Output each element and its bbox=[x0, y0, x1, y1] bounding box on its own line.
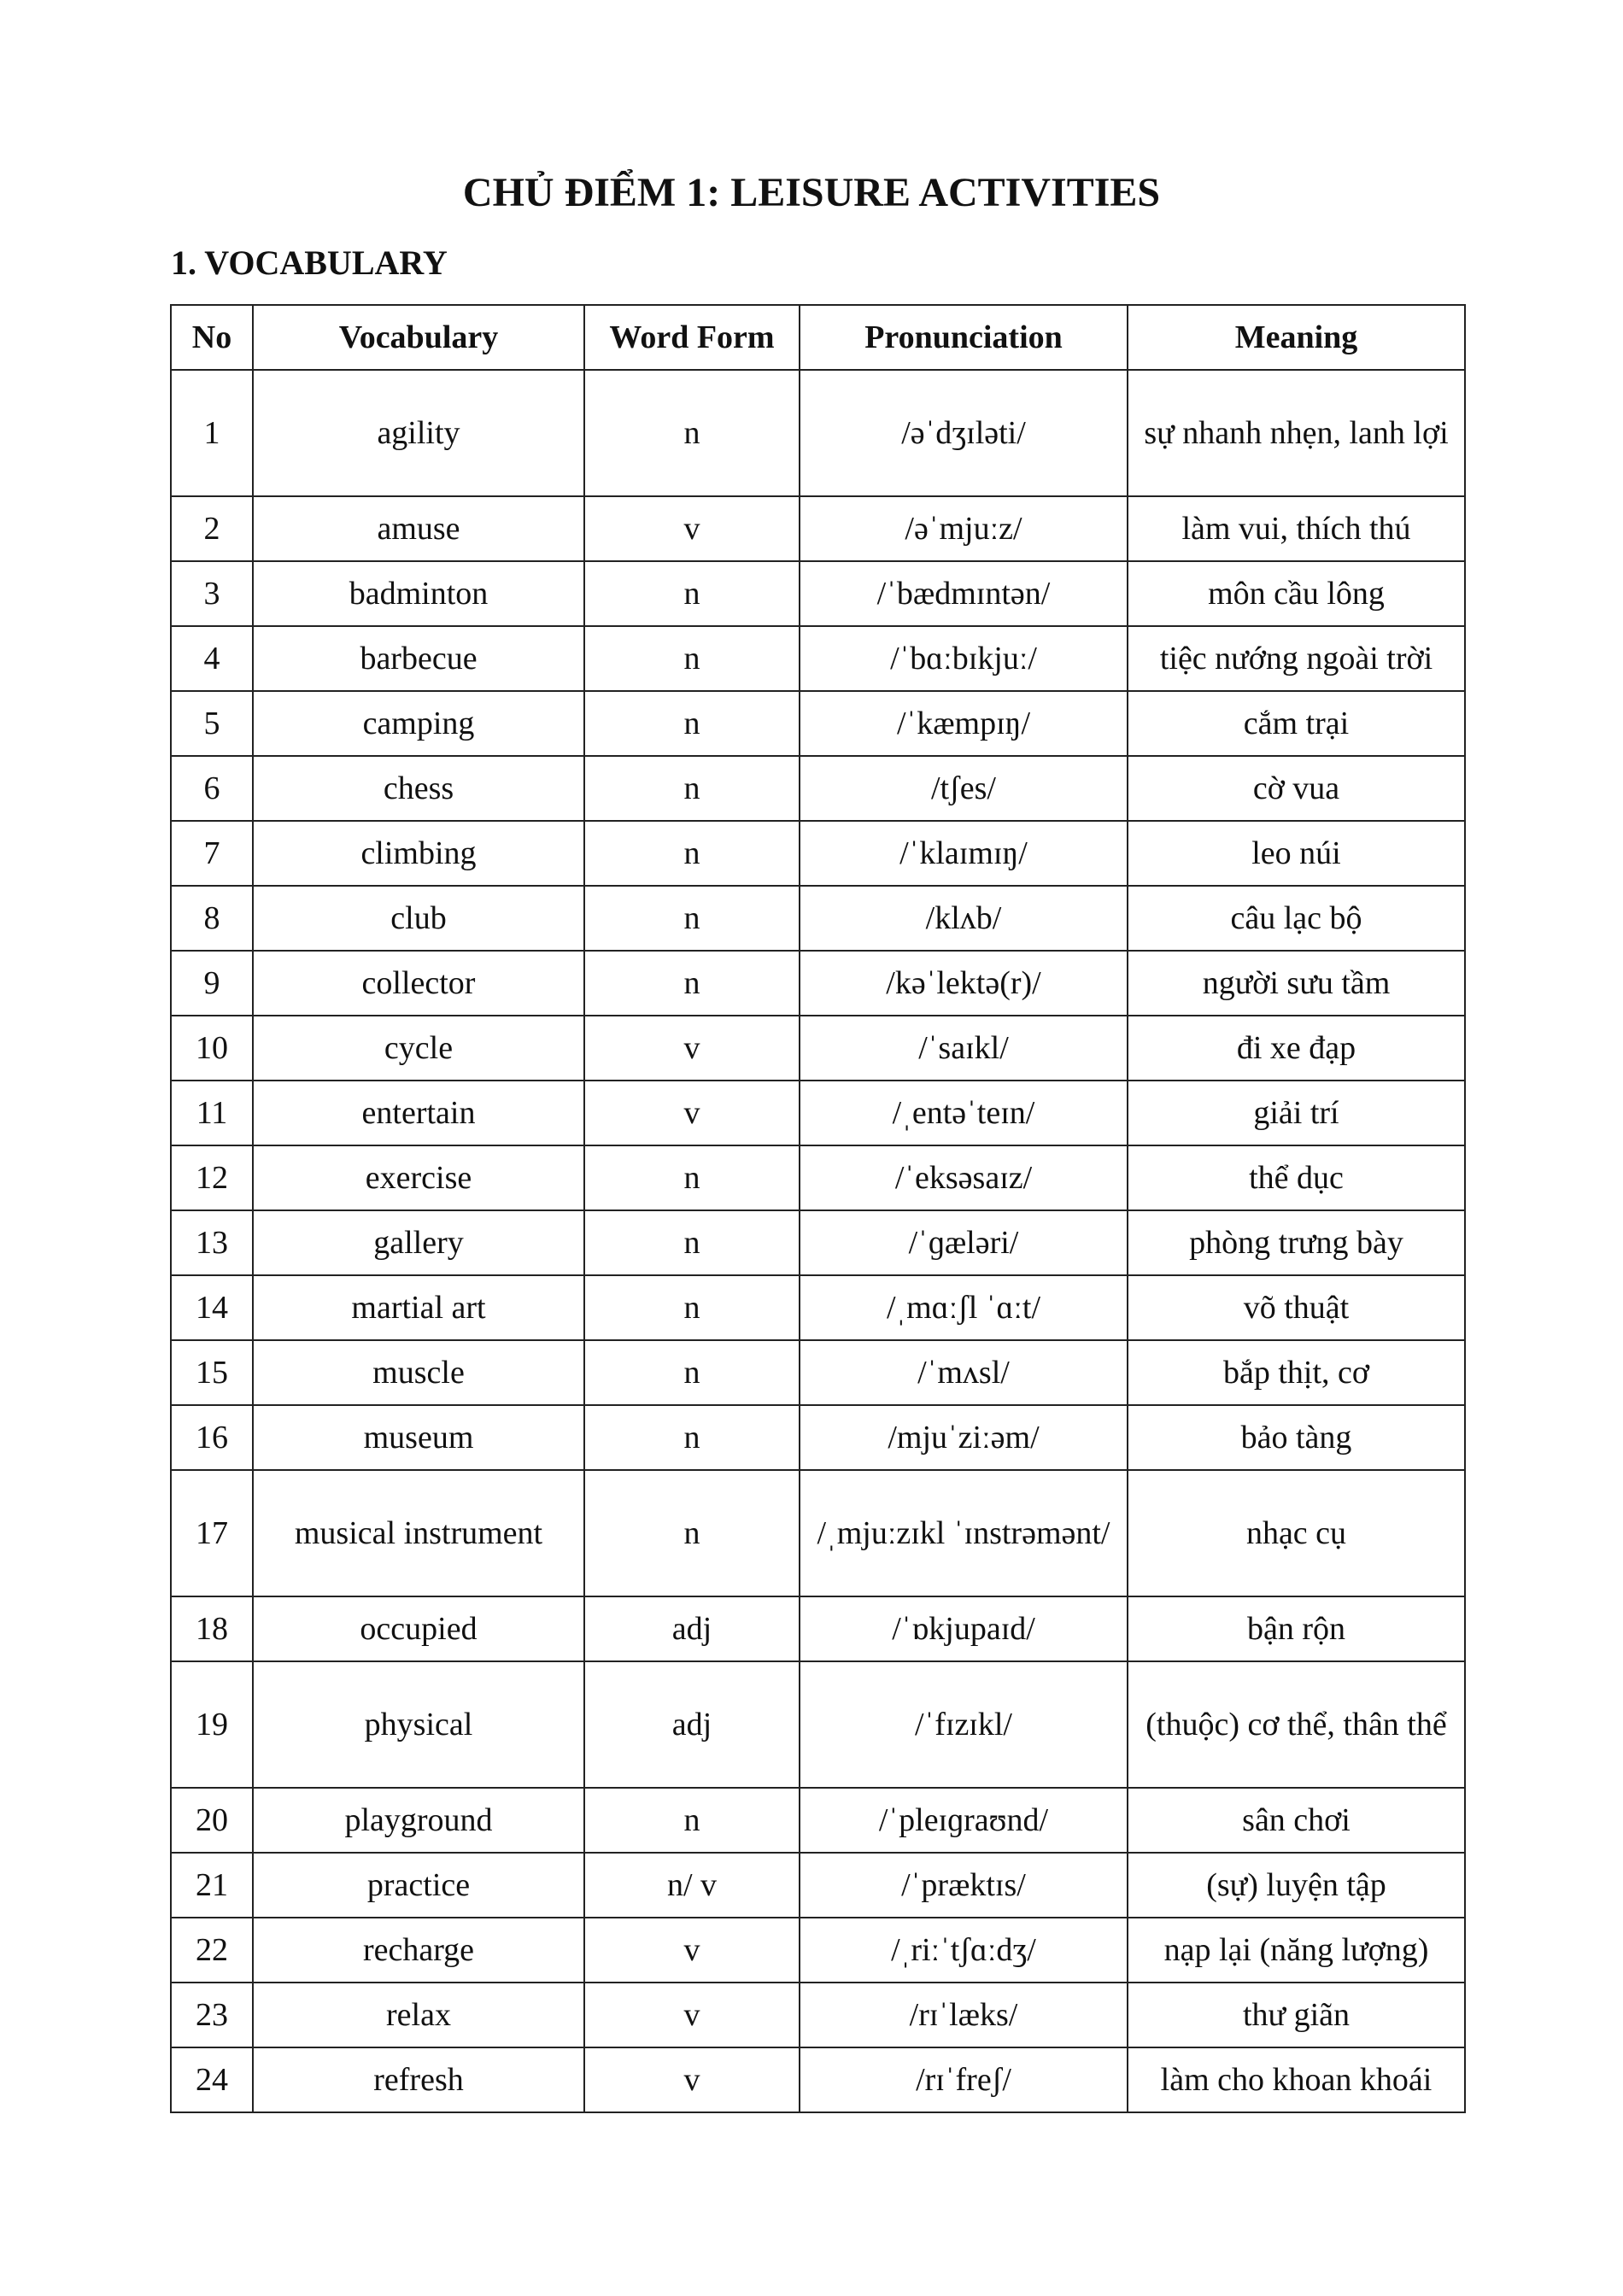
cell-word-form: n/ v bbox=[584, 1853, 800, 1918]
cell-word-form: v bbox=[584, 1983, 800, 2047]
table-row bbox=[171, 496, 1465, 561]
cell-no: 10 bbox=[171, 1016, 253, 1081]
cell-no: 9 bbox=[171, 951, 253, 1016]
cell-pronunciation: /əˈdʒɪləti/ bbox=[800, 370, 1128, 496]
cell-vocabulary: camping bbox=[253, 691, 584, 756]
cell-pronunciation: /tʃes/ bbox=[800, 756, 1128, 821]
cell-pronunciation: /kəˈlektə(r)/ bbox=[800, 951, 1128, 1016]
cell-pronunciation: /ˌmjuːzɪkl ˈɪnstrəmənt/ bbox=[800, 1470, 1128, 1596]
cell-no: 22 bbox=[171, 1918, 253, 1983]
cell-vocabulary: musical instrument bbox=[253, 1470, 584, 1596]
table-row bbox=[171, 1661, 1465, 1788]
table-row bbox=[171, 1210, 1465, 1275]
table-row bbox=[171, 1788, 1465, 1853]
cell-meaning: cờ vua bbox=[1128, 756, 1465, 821]
cell-meaning: cắm trại bbox=[1128, 691, 1465, 756]
cell-meaning: (thuộc) cơ thể, thân thể bbox=[1128, 1661, 1465, 1788]
cell-no: 2 bbox=[171, 496, 253, 561]
cell-pronunciation: /ˈɡæləri/ bbox=[800, 1210, 1128, 1275]
cell-pronunciation: /klʌb/ bbox=[800, 886, 1128, 951]
table-row bbox=[171, 1470, 1465, 1596]
cell-meaning: thư giãn bbox=[1128, 1983, 1465, 2047]
cell-vocabulary: gallery bbox=[253, 1210, 584, 1275]
table-row bbox=[171, 370, 1465, 496]
table-row bbox=[171, 1340, 1465, 1405]
cell-vocabulary: recharge bbox=[253, 1918, 584, 1983]
cell-vocabulary: barbecue bbox=[253, 626, 584, 691]
cell-word-form: n bbox=[584, 1788, 800, 1853]
cell-no: 3 bbox=[171, 561, 253, 626]
table-row bbox=[171, 561, 1465, 626]
cell-word-form: n bbox=[584, 561, 800, 626]
cell-word-form: v bbox=[584, 1016, 800, 1081]
cell-no: 1 bbox=[171, 370, 253, 496]
cell-pronunciation: /mjuˈziːəm/ bbox=[800, 1405, 1128, 1470]
cell-vocabulary: cycle bbox=[253, 1016, 584, 1081]
cell-vocabulary: amuse bbox=[253, 496, 584, 561]
table-row bbox=[171, 626, 1465, 691]
cell-word-form: n bbox=[584, 951, 800, 1016]
cell-meaning: leo núi bbox=[1128, 821, 1465, 886]
cell-word-form: v bbox=[584, 1081, 800, 1145]
cell-meaning: người sưu tầm bbox=[1128, 951, 1465, 1016]
cell-no: 5 bbox=[171, 691, 253, 756]
cell-pronunciation: /ˈɒkjupaɪd/ bbox=[800, 1596, 1128, 1661]
table-row bbox=[171, 1275, 1465, 1340]
cell-vocabulary: entertain bbox=[253, 1081, 584, 1145]
cell-word-form: n bbox=[584, 691, 800, 756]
table-row bbox=[171, 1145, 1465, 1210]
cell-meaning: giải trí bbox=[1128, 1081, 1465, 1145]
cell-meaning: võ thuật bbox=[1128, 1275, 1465, 1340]
cell-pronunciation: /ˈfɪzɪkl/ bbox=[800, 1661, 1128, 1788]
cell-word-form: n bbox=[584, 1145, 800, 1210]
table-row bbox=[171, 1853, 1465, 1918]
cell-word-form: v bbox=[584, 496, 800, 561]
cell-no: 11 bbox=[171, 1081, 253, 1145]
header-pronunciation: Pronunciation bbox=[800, 305, 1128, 370]
cell-meaning: thể dục bbox=[1128, 1145, 1465, 1210]
cell-no: 6 bbox=[171, 756, 253, 821]
table-row bbox=[171, 886, 1465, 951]
cell-pronunciation: /ˌriːˈtʃɑːdʒ/ bbox=[800, 1918, 1128, 1983]
cell-no: 13 bbox=[171, 1210, 253, 1275]
cell-pronunciation: /ˈbɑːbɪkjuː/ bbox=[800, 626, 1128, 691]
cell-meaning: tiệc nướng ngoài trời bbox=[1128, 626, 1465, 691]
cell-meaning: làm cho khoan khoái bbox=[1128, 2047, 1465, 2112]
cell-no: 7 bbox=[171, 821, 253, 886]
cell-meaning: phòng trưng bày bbox=[1128, 1210, 1465, 1275]
cell-no: 17 bbox=[171, 1470, 253, 1596]
cell-no: 23 bbox=[171, 1983, 253, 2047]
cell-no: 15 bbox=[171, 1340, 253, 1405]
table-row bbox=[171, 951, 1465, 1016]
cell-vocabulary: agility bbox=[253, 370, 584, 496]
header-no: No bbox=[171, 305, 253, 370]
cell-pronunciation: /ˈsaɪkl/ bbox=[800, 1016, 1128, 1081]
cell-meaning: bắp thịt, cơ bbox=[1128, 1340, 1465, 1405]
cell-vocabulary: climbing bbox=[253, 821, 584, 886]
table-row bbox=[171, 691, 1465, 756]
table-row bbox=[171, 1016, 1465, 1081]
cell-vocabulary: physical bbox=[253, 1661, 584, 1788]
cell-word-form: n bbox=[584, 1470, 800, 1596]
cell-no: 16 bbox=[171, 1405, 253, 1470]
cell-word-form: adj bbox=[584, 1596, 800, 1661]
cell-word-form: n bbox=[584, 370, 800, 496]
cell-meaning: bận rộn bbox=[1128, 1596, 1465, 1661]
cell-meaning: (sự) luyện tập bbox=[1128, 1853, 1465, 1918]
cell-pronunciation: /ˈpræktɪs/ bbox=[800, 1853, 1128, 1918]
vocabulary-table bbox=[170, 304, 1466, 2113]
cell-vocabulary: occupied bbox=[253, 1596, 584, 1661]
cell-pronunciation: /ˌmɑːʃl ˈɑːt/ bbox=[800, 1275, 1128, 1340]
cell-pronunciation: /ˈklaɪmɪŋ/ bbox=[800, 821, 1128, 886]
table-row bbox=[171, 1081, 1465, 1145]
cell-meaning: làm vui, thích thú bbox=[1128, 496, 1465, 561]
cell-pronunciation: /ˈkæmpɪŋ/ bbox=[800, 691, 1128, 756]
cell-word-form: n bbox=[584, 1340, 800, 1405]
cell-no: 18 bbox=[171, 1596, 253, 1661]
cell-word-form: n bbox=[584, 1405, 800, 1470]
cell-vocabulary: practice bbox=[253, 1853, 584, 1918]
cell-vocabulary: badminton bbox=[253, 561, 584, 626]
cell-vocabulary: martial art bbox=[253, 1275, 584, 1340]
cell-word-form: v bbox=[584, 2047, 800, 2112]
cell-word-form: n bbox=[584, 1275, 800, 1340]
cell-meaning: sân chơi bbox=[1128, 1788, 1465, 1853]
cell-word-form: v bbox=[584, 1918, 800, 1983]
cell-vocabulary: muscle bbox=[253, 1340, 584, 1405]
cell-meaning: đi xe đạp bbox=[1128, 1016, 1465, 1081]
cell-pronunciation: /rɪˈlæks/ bbox=[800, 1983, 1128, 2047]
cell-meaning: bảo tàng bbox=[1128, 1405, 1465, 1470]
table-row bbox=[171, 2047, 1465, 2112]
cell-no: 12 bbox=[171, 1145, 253, 1210]
header-word-form: Word Form bbox=[584, 305, 800, 370]
cell-pronunciation: /ˌentəˈteɪn/ bbox=[800, 1081, 1128, 1145]
cell-pronunciation: /ˈeksəsaɪz/ bbox=[800, 1145, 1128, 1210]
table-row bbox=[171, 1983, 1465, 2047]
cell-vocabulary: museum bbox=[253, 1405, 584, 1470]
header-meaning: Meaning bbox=[1128, 305, 1465, 370]
cell-meaning: câu lạc bộ bbox=[1128, 886, 1465, 951]
cell-pronunciation: /ˈbædmɪntən/ bbox=[800, 561, 1128, 626]
table-row bbox=[171, 1405, 1465, 1470]
page-title: CHỦ ĐIỂM 1: LEISURE ACTIVITIES bbox=[462, 170, 1161, 215]
cell-vocabulary: club bbox=[253, 886, 584, 951]
cell-no: 14 bbox=[171, 1275, 253, 1340]
cell-vocabulary: relax bbox=[253, 1983, 584, 2047]
table-row bbox=[171, 756, 1465, 821]
table-header-row bbox=[171, 305, 1465, 370]
cell-word-form: n bbox=[584, 1210, 800, 1275]
cell-no: 20 bbox=[171, 1788, 253, 1853]
cell-no: 21 bbox=[171, 1853, 253, 1918]
cell-word-form: n bbox=[584, 626, 800, 691]
cell-meaning: nhạc cụ bbox=[1128, 1470, 1465, 1596]
table-row bbox=[171, 1918, 1465, 1983]
cell-no: 24 bbox=[171, 2047, 253, 2112]
section-heading: 1. VOCABULARY bbox=[171, 243, 448, 282]
cell-pronunciation: /ˈmʌsl/ bbox=[800, 1340, 1128, 1405]
table-row bbox=[171, 821, 1465, 886]
cell-meaning: nạp lại (năng lượng) bbox=[1128, 1918, 1465, 1983]
cell-vocabulary: refresh bbox=[253, 2047, 584, 2112]
table-row bbox=[171, 1596, 1465, 1661]
cell-word-form: n bbox=[584, 756, 800, 821]
cell-vocabulary: collector bbox=[253, 951, 584, 1016]
cell-meaning: sự nhanh nhẹn, lanh lợi bbox=[1128, 370, 1465, 496]
cell-pronunciation: /ˈpleɪɡraʊnd/ bbox=[800, 1788, 1128, 1853]
cell-word-form: adj bbox=[584, 1661, 800, 1788]
cell-no: 4 bbox=[171, 626, 253, 691]
cell-word-form: n bbox=[584, 821, 800, 886]
cell-no: 19 bbox=[171, 1661, 253, 1788]
cell-pronunciation: /əˈmjuːz/ bbox=[800, 496, 1128, 561]
cell-vocabulary: exercise bbox=[253, 1145, 584, 1210]
cell-pronunciation: /rɪˈfreʃ/ bbox=[800, 2047, 1128, 2112]
header-vocabulary: Vocabulary bbox=[253, 305, 584, 370]
cell-word-form: n bbox=[584, 886, 800, 951]
cell-vocabulary: chess bbox=[253, 756, 584, 821]
cell-vocabulary: playground bbox=[253, 1788, 584, 1853]
table-body bbox=[171, 370, 1465, 2112]
cell-meaning: môn cầu lông bbox=[1128, 561, 1465, 626]
cell-no: 8 bbox=[171, 886, 253, 951]
